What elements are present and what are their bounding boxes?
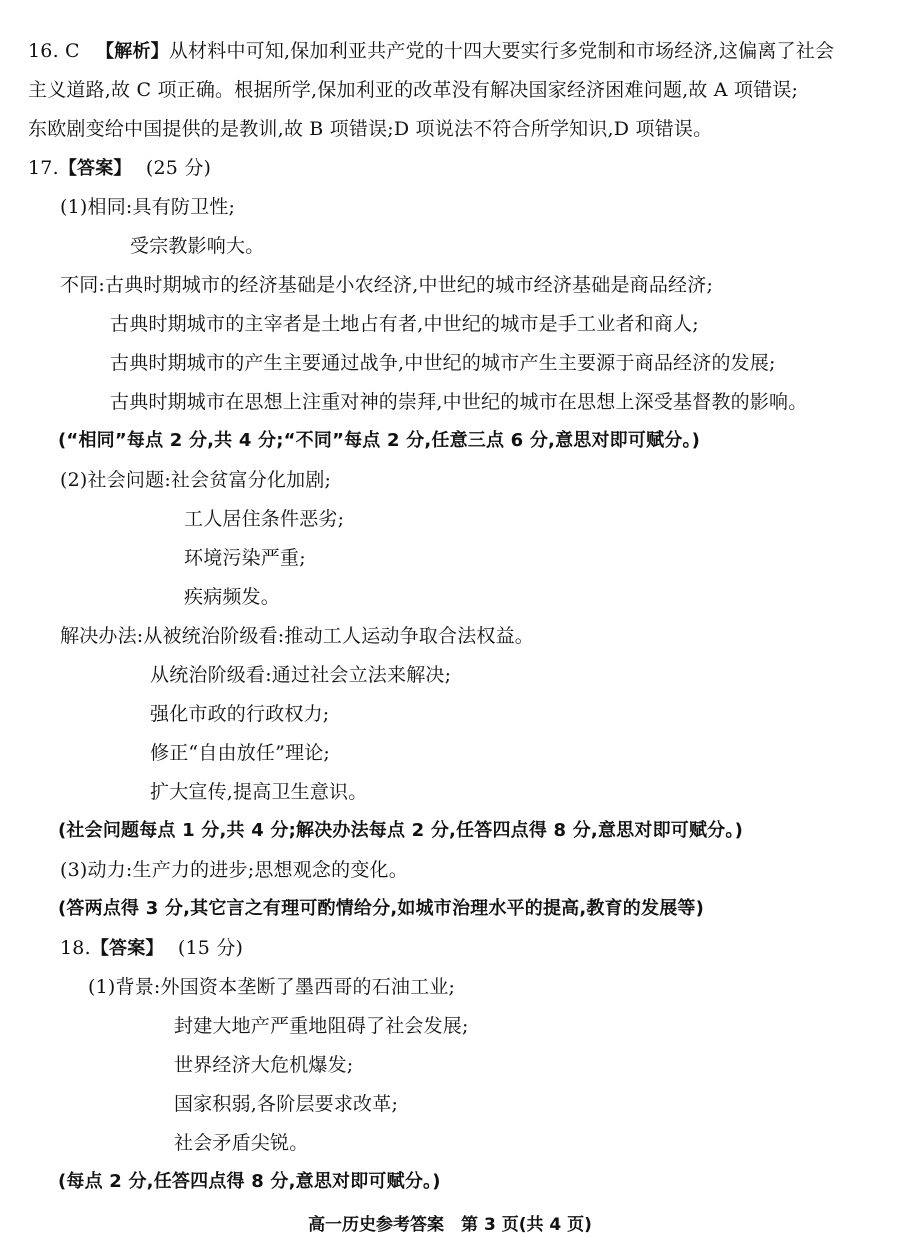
q17-diff-3: 古典时期城市的产生主要通过战争,中世纪的城市产生主要源于商品经济的发展; (110, 352, 776, 374)
q18-header (60, 935, 243, 962)
q17-solution-4: 修正“自由放任”理论; (150, 742, 331, 764)
q17-part2-scoring-note: (社会问题每点 1 分,共 4 分;解决办法每点 2 分,任答四点得 8 分,意思对即可赋分。) (58, 820, 743, 841)
q17-solution-5: 扩大宣传,提高卫生意识。 (150, 781, 368, 803)
q18-background-5: 社会矛盾尖锐。 (174, 1132, 309, 1154)
q17-problem-1: (2)社会问题:社会贫富分化加剧; (60, 469, 332, 491)
q16-answer: 16. C (28, 40, 80, 62)
q16-line-1 (28, 38, 834, 65)
q18-answer-tag: 【答案】 (90, 938, 164, 959)
q18-background-4: 国家积弱,各阶层要求改革; (174, 1093, 399, 1115)
q18-background-2: 封建大地产严重地阻碍了社会发展; (174, 1015, 469, 1037)
q18-part1-scoring-note: (每点 2 分,任答四点得 8 分,意思对即可赋分。) (58, 1171, 441, 1192)
q17-similar-1: (1)相同:具有防卫性; (60, 196, 236, 218)
q17-solution-1: 解决办法:从被统治阶级看:推动工人运动争取合法权益。 (60, 625, 535, 647)
q16-line-3: 东欧剧变给中国提供的是教训,故 B 项错误;D 项说法不符合所学知识,D 项错误。 (28, 118, 713, 140)
q17-number: 17. (28, 157, 59, 179)
q17-solution-2: 从统治阶级看:通过社会立法来解决; (150, 664, 452, 686)
q17-diff-1: 不同:古典时期城市的经济基础是小农经济,中世纪的城市经济基础是商品经济; (60, 274, 714, 296)
q17-header (28, 155, 211, 182)
q16-line-2: 主义道路,故 C 项正确。根据所学,保加利亚的改革没有解决国家经济困难问题,故 A 项错误; (28, 79, 799, 101)
q17-answer-tag: 【答案】 (58, 158, 132, 179)
q16-analysis-tag: 【解析】 (96, 41, 169, 62)
q17-diff-2: 古典时期城市的主宰者是土地占有者,中世纪的城市是手工业者和商人; (110, 313, 699, 335)
q17-part1-scoring-note: (“相同”每点 2 分,共 4 分;“不同”每点 2 分,任意三点 6 分,意思对即可赋分。) (58, 430, 701, 451)
q18-number: 18. (60, 937, 91, 959)
q17-diff-4: 古典时期城市在思想上注重对神的崇拜,中世纪的城市在思想上深受基督教的影响。 (110, 391, 808, 413)
q17-problem-2: 工人居住条件恶劣; (184, 508, 345, 530)
q17-solution-3: 强化市政的行政权力; (150, 703, 330, 725)
q17-similar-2: 受宗教影响大。 (130, 235, 265, 257)
q18-score: (15 分) (177, 937, 244, 959)
q17-score: (25 分) (145, 157, 212, 179)
q17-part3-answer: (3)动力:生产力的进步;思想观念的变化。 (60, 859, 408, 881)
q17-problem-3: 环境污染严重; (184, 547, 306, 569)
q17-problem-4: 疾病频发。 (184, 586, 281, 608)
q17-part3-scoring-note: (答两点得 3 分,其它言之有理可酌情给分,如城市治理水平的提高,教育的发展等) (58, 898, 705, 919)
page-footer: 高一历史参考答案 第 3 页(共 4 页) (308, 1215, 592, 1235)
q16-analysis-text: 从材料中可知,保加利亚共产党的十四大要实行多党制和市场经济,这偏离了社会 (168, 40, 835, 62)
q18-background-3: 世界经济大危机爆发; (174, 1054, 354, 1076)
q18-background-1: (1)背景:外国资本垄断了墨西哥的石油工业; (88, 976, 456, 998)
